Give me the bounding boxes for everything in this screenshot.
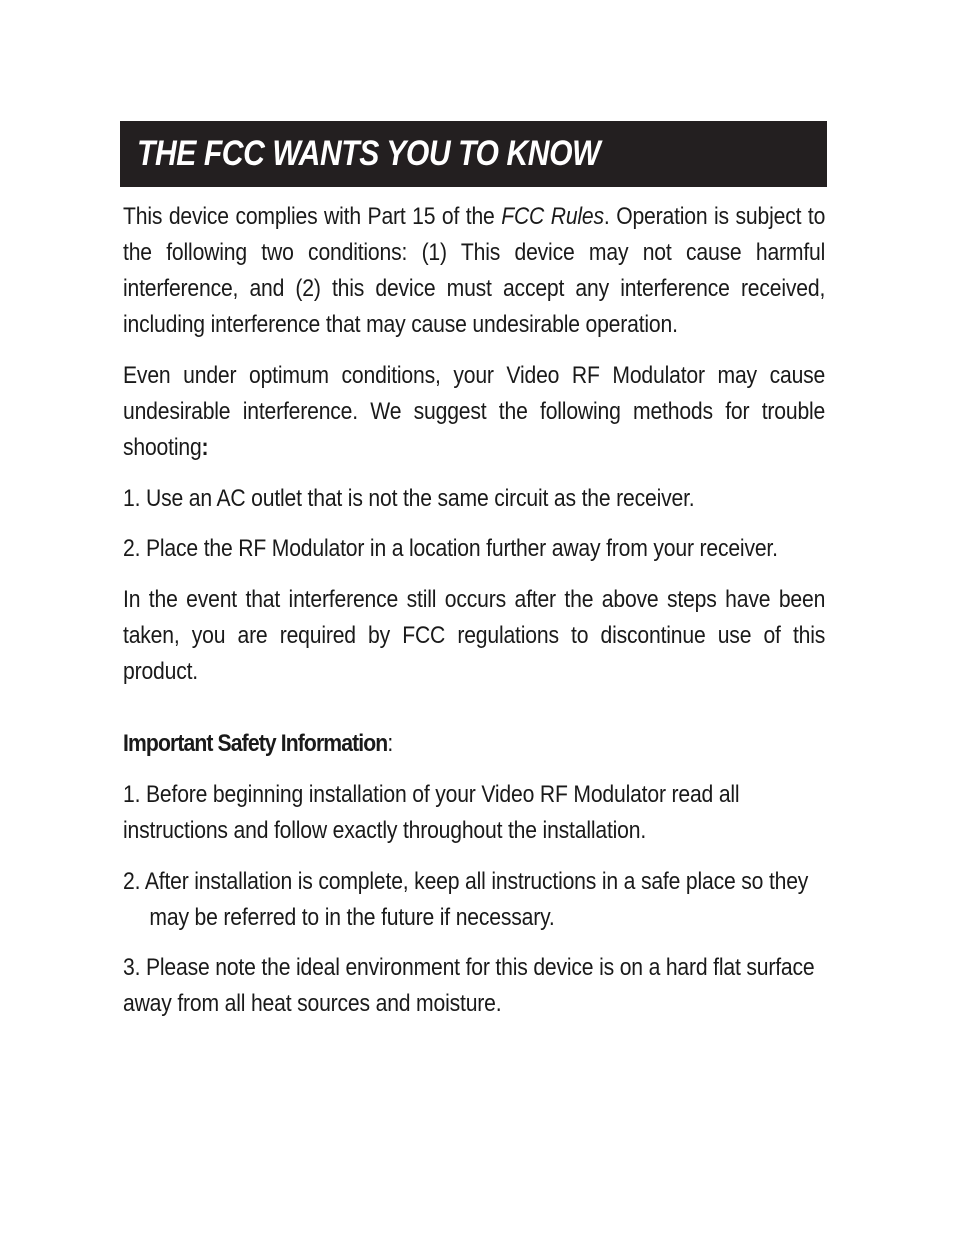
discontinue-paragraph (123, 582, 825, 690)
safety-heading-colon: : (387, 730, 394, 757)
title-banner (120, 121, 827, 187)
page-title: THE FCC WANTS YOU TO KNOW (137, 134, 601, 173)
fcc-compliance-paragraph (123, 199, 825, 343)
safety-item-2-text: 2. After installation is complete, keep all instructions in a safe place so they may be referred to in the future if necessary. (123, 868, 809, 931)
troubleshoot-step-2 (123, 531, 825, 567)
discontinue-text: In the event that interference still occurs after the above steps have been taken, you are required by FCC regulations to discontinue use of this product. (123, 586, 826, 685)
fcc-rules-reference: FCC Rules (501, 203, 604, 230)
step-1-text: 1. Use an AC outlet that is not the same circuit as the receiver. (123, 485, 695, 512)
safety-item-1-text: 1. Before beginning installation of your Video RF Modulator read all instructions and follow exactly throughout the installation. (123, 781, 740, 844)
safety-item-1 (123, 777, 825, 849)
interference-paragraph (123, 358, 825, 466)
interference-text: Even under optimum conditions, your Video RF Modulator may cause undesirable interference. We suggest the following methods for trouble shooting (123, 362, 826, 461)
interference-colon: : (201, 434, 209, 461)
compliance-text-start: This device complies with Part 15 of the (123, 203, 502, 230)
troubleshoot-step-1 (123, 481, 825, 517)
safety-heading (123, 726, 825, 762)
safety-item-3-text: 3. Please note the ideal environment for this device is on a hard flat surface away from all heat sources and moisture. (123, 954, 815, 1017)
safety-item-2 (123, 864, 825, 936)
step-2-text: 2. Place the RF Modulator in a location further away from your receiver. (123, 535, 778, 562)
compliance-text-end: . Operation is subject to the following two conditions: (1) This device may not cause harmful interference, and (2) this device must accept any interference received, including interference that may cause undesirable operation. (123, 203, 826, 338)
safety-item-3 (123, 950, 825, 1022)
safety-heading-text: Important Safety Information (123, 730, 388, 757)
